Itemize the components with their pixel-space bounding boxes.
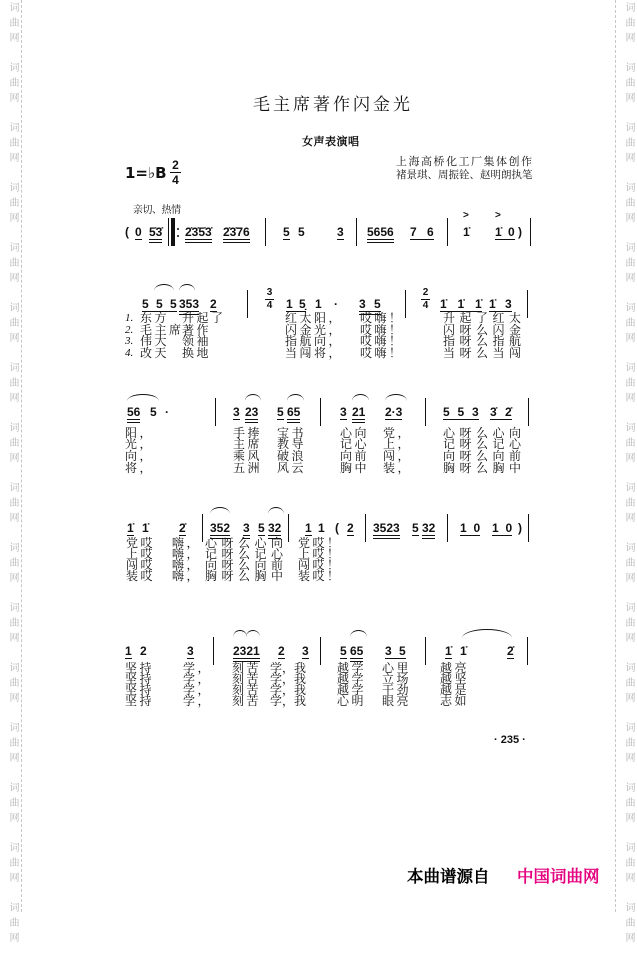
barline: [447, 218, 448, 246]
barline: [530, 218, 531, 246]
lyric: 将，: [125, 461, 155, 475]
repeat-start-thick-bar: [171, 218, 175, 246]
time-signature-change: [421, 288, 430, 311]
note: 1̇ 1̇ 1̇: [440, 297, 482, 311]
note: 1̇: [127, 521, 134, 535]
lyric: 当呀么当闯: [443, 346, 526, 360]
lyric: 改天: [140, 346, 170, 360]
song-title: 毛主席著作闪金光: [253, 95, 413, 115]
lyric: 越是: [440, 683, 470, 697]
slur-icon: [154, 284, 174, 291]
note: 5: [298, 225, 305, 239]
lyric: 越学: [337, 661, 367, 675]
lyric-line-verse-4: [0, 695, 637, 707]
lyric: 学，: [183, 683, 213, 697]
lyric: 领袖: [182, 334, 212, 348]
note: 1̇: [463, 225, 470, 239]
score-system-4: [0, 521, 637, 583]
lyric: 心向: [340, 426, 370, 440]
lyric: 红太阳，: [285, 311, 344, 325]
lyric: 当闯将，: [285, 346, 344, 360]
lyric: 坚持: [125, 683, 155, 697]
lyric: 装，: [383, 461, 413, 475]
lyric: 学，我: [270, 694, 307, 708]
credit-writers: 褚景琪、周振铨、赵明朗执笔: [396, 169, 533, 181]
note: 3: [187, 644, 194, 658]
lyric: 胸呀么胸中: [205, 569, 288, 583]
lyric: 升起了: [182, 311, 226, 325]
lyric: 主席: [233, 437, 263, 451]
source-site-name: 中国词曲网: [517, 867, 600, 886]
lyric: 著作: [182, 323, 212, 337]
lyric: 宝书: [277, 426, 307, 440]
score-system-3: [0, 405, 637, 475]
note: 65: [350, 644, 363, 662]
note: 1 5̣: [286, 297, 306, 311]
note: 23: [245, 405, 258, 423]
time-signature-numerator: 2: [422, 287, 429, 298]
note: 2: [140, 644, 147, 658]
note: 5 5 5: [142, 297, 177, 311]
accent-mark-icon: >: [463, 210, 469, 221]
note: 1̇: [142, 521, 149, 535]
lyric: 刻苦: [232, 661, 262, 675]
bracket-open: (: [335, 521, 339, 535]
lyric: 胸呀么胸中: [443, 461, 526, 475]
barline: [425, 398, 426, 426]
slur-icon: [385, 394, 407, 401]
lyric: 换地: [182, 346, 212, 360]
lyric: 风云: [277, 461, 307, 475]
augmentation-dot: ·: [165, 405, 169, 419]
note: 7 6: [410, 225, 434, 239]
lyric: 心明: [337, 694, 367, 708]
lyric: 上哎: [126, 547, 156, 561]
lyric: 东方: [140, 311, 170, 325]
verse-number: 4.: [125, 347, 134, 359]
barline: [528, 398, 529, 426]
lyric: 向，: [125, 449, 155, 463]
lyric: 上，: [383, 437, 413, 451]
lyric: 指航向，: [285, 334, 344, 348]
note: 1: [125, 644, 132, 658]
lyric: 立场: [382, 672, 412, 686]
note: 1 0: [492, 521, 513, 535]
note: 0: [135, 225, 142, 239]
lyric: 乘风: [233, 449, 263, 463]
note: 1: [318, 521, 325, 535]
lyric: 教导: [277, 437, 307, 451]
verse-number: 2.: [125, 324, 134, 336]
slur-icon: [233, 630, 247, 637]
lyric: 嗨，: [172, 547, 202, 561]
score-system-2: [0, 287, 637, 360]
lyric: 指呀么指航: [443, 334, 526, 348]
lyric: 向呀么向前: [205, 558, 288, 572]
slur-icon: [179, 284, 195, 291]
note: 1̇: [445, 644, 452, 658]
lyric: 记呀么记心: [443, 437, 526, 451]
note: 5: [283, 225, 290, 239]
lyric: 心里: [382, 661, 412, 675]
note: 353: [179, 297, 199, 315]
bracket-close: ): [518, 225, 522, 239]
note: 5: [150, 405, 157, 419]
lyric: 闯哎！: [298, 558, 342, 572]
note: 2: [210, 297, 217, 311]
note: 5̇3̇: [149, 225, 162, 243]
lyric: 装哎: [126, 569, 156, 583]
lyric: 向呀么向前: [443, 449, 526, 463]
note: 32: [422, 521, 435, 539]
slur-icon: [127, 394, 159, 401]
lyric: 越学: [337, 683, 367, 697]
time-signature-denominator: 4: [172, 173, 179, 187]
repeat-start-thin-bar: [168, 218, 169, 246]
slur-icon: [350, 630, 367, 637]
time-signature-denominator: 4: [422, 300, 429, 311]
lyric: 闪金光，: [285, 323, 344, 337]
lyric: 闯哎: [126, 558, 156, 572]
note: 1: [315, 297, 322, 311]
tempo-marking: 亲切、热情: [133, 205, 181, 216]
watermark-column-left: 词曲网 词曲网 词曲网 词曲网 词曲网 词曲网 词曲网 词曲网 词曲网 词曲网 词曲网 词曲网 词曲网 词曲网 词曲网 词曲网: [7, 2, 18, 962]
lyric: 越亮: [440, 661, 470, 675]
lyric: 嗨，: [172, 536, 202, 550]
note: 3: [302, 644, 309, 658]
note: 1̇ 3: [489, 297, 512, 311]
slur-icon: [287, 394, 304, 401]
lyric: 心呀么心向: [443, 426, 526, 440]
lyric: 学，: [183, 694, 213, 708]
note: 2321: [233, 644, 260, 662]
note: 5: [412, 521, 419, 535]
lyric: 闪呀么闪金: [443, 323, 526, 337]
barline: [320, 637, 321, 665]
lyric-line-verse-2: [0, 438, 637, 450]
lyric: 学，我: [270, 683, 307, 697]
lyric: 刻苦: [232, 672, 262, 686]
performance-type: 女声表演唱: [302, 135, 360, 148]
note: 3 5: [359, 297, 381, 315]
tie-icon: [462, 629, 512, 638]
bracket-open: (: [125, 225, 129, 239]
lyric: 哎嗨！: [360, 334, 404, 348]
note: 5: [258, 521, 265, 535]
key-signature: 1=♭B: [125, 164, 167, 182]
note: 1: [305, 521, 312, 535]
note: 32: [268, 521, 281, 539]
note: 5656: [367, 225, 394, 243]
slur-icon: [245, 394, 261, 401]
note: 3̇ 2̇: [490, 405, 512, 419]
time-signature-denominator: 4: [266, 300, 273, 311]
note: 3523: [373, 521, 400, 539]
lyric: 哎嗨！: [360, 323, 404, 337]
note: 2̇: [179, 521, 186, 535]
note: 5: [277, 405, 284, 419]
barline: [320, 398, 321, 426]
lyric: 心呀么心向: [205, 536, 288, 550]
credit-composer: 上海高桥化工厂集体创作: [396, 155, 534, 168]
lyric-line-verse-4: [0, 570, 637, 582]
note: 1̇: [460, 644, 467, 658]
barline: [215, 398, 216, 426]
lyric: 越坚: [440, 672, 470, 686]
lyric: 嗨，: [172, 569, 202, 583]
lyric: 破浪: [277, 449, 307, 463]
lyric: 党哎！: [298, 536, 342, 550]
lyric: 越学: [337, 672, 367, 686]
time-signature-numerator: 2: [170, 159, 181, 173]
slur-icon: [268, 507, 284, 514]
note: 56: [127, 405, 140, 423]
lyric: 记呀么记心: [205, 547, 288, 561]
lyric: 刻苦: [232, 694, 262, 708]
lyric: 伟大: [140, 334, 170, 348]
lyric-line-verse-4: [0, 462, 637, 474]
lyric: 向前: [340, 449, 370, 463]
lyric: 学，我: [270, 672, 307, 686]
source-label: 本曲谱源自: [407, 867, 490, 886]
lyric: 光，: [125, 437, 155, 451]
barline: [356, 218, 357, 246]
note: 3 5: [385, 644, 406, 658]
lyric: 阳，: [125, 426, 155, 440]
note: 352: [210, 521, 230, 539]
slur-icon: [352, 394, 369, 401]
augmentation-dot: ·: [334, 297, 338, 311]
lyric: 升起了红太: [443, 311, 526, 325]
lyric: 哎嗨！: [360, 346, 404, 360]
lyric: 闯，: [383, 449, 413, 463]
lyric: 坚持: [125, 661, 155, 675]
lyric: 装哎！: [298, 569, 342, 583]
repeat-dot-icon: [177, 235, 179, 237]
time-signature-numerator: 3: [266, 287, 273, 298]
lyric: 学，: [183, 661, 213, 675]
lyric: 学，我: [270, 661, 307, 675]
lyric-line-verse-3: [0, 450, 637, 462]
verse-number: 3.: [125, 335, 134, 347]
lyric: 五洲: [233, 461, 263, 475]
lyric: 坚持: [125, 694, 155, 708]
score-system-5: [0, 644, 637, 708]
note: 3: [233, 405, 240, 419]
lyric: 胸中: [340, 461, 370, 475]
time-signature-change: [265, 288, 274, 311]
note: 2̇: [507, 644, 514, 658]
barline: [265, 218, 266, 246]
lyric: 志如: [440, 694, 470, 708]
note: 1 0: [460, 521, 481, 535]
note: 2·3: [385, 405, 403, 419]
lyric: 嗨，: [172, 558, 202, 572]
note: 1̇ 0: [495, 225, 515, 239]
lyric: 学，: [183, 672, 213, 686]
barline: [425, 637, 426, 665]
lyric-line-verse-4: [0, 347, 637, 359]
slur-icon: [246, 630, 260, 637]
note: 21: [352, 405, 365, 423]
lyric: 手捧: [233, 426, 263, 440]
barline: [527, 637, 528, 665]
lyric: 党哎: [126, 536, 156, 550]
time-signature: [170, 159, 181, 186]
lyric: 干劲: [382, 683, 412, 697]
bracket-close: ): [518, 521, 522, 535]
note: 2: [278, 644, 285, 658]
note: 3: [243, 521, 250, 539]
note: 2̇3̇76: [223, 225, 250, 243]
lyric: 眼亮: [382, 694, 412, 708]
verse-number: 1.: [125, 312, 134, 324]
lyric: 记心: [340, 437, 370, 451]
barline: [213, 637, 214, 665]
note: 65: [287, 405, 300, 423]
note: 5: [340, 644, 347, 658]
page-number: · 235 ·: [494, 734, 526, 746]
note: 3: [340, 405, 347, 419]
note: 2: [347, 521, 354, 535]
note: 5 5 3: [443, 405, 479, 419]
lyric: 毛主席: [140, 323, 184, 337]
repeat-dot-icon: [177, 228, 179, 230]
lyric: 上哎！: [298, 547, 342, 561]
lyric: 党，: [383, 426, 413, 440]
slur-icon: [210, 507, 230, 514]
lyric: 坚持: [125, 672, 155, 686]
accent-mark-icon: >: [495, 210, 501, 221]
lyric: 哎嗨！: [360, 311, 404, 325]
note: 2̇3̇5̇3̇: [185, 225, 212, 243]
note: 3: [337, 225, 344, 239]
watermark-column-right: 词曲网 词曲网 词曲网 词曲网 词曲网 词曲网 词曲网 词曲网 词曲网 词曲网 词曲网 词曲网 词曲网 词曲网 词曲网 词曲网: [623, 2, 634, 962]
lyric: 刻苦: [232, 683, 262, 697]
